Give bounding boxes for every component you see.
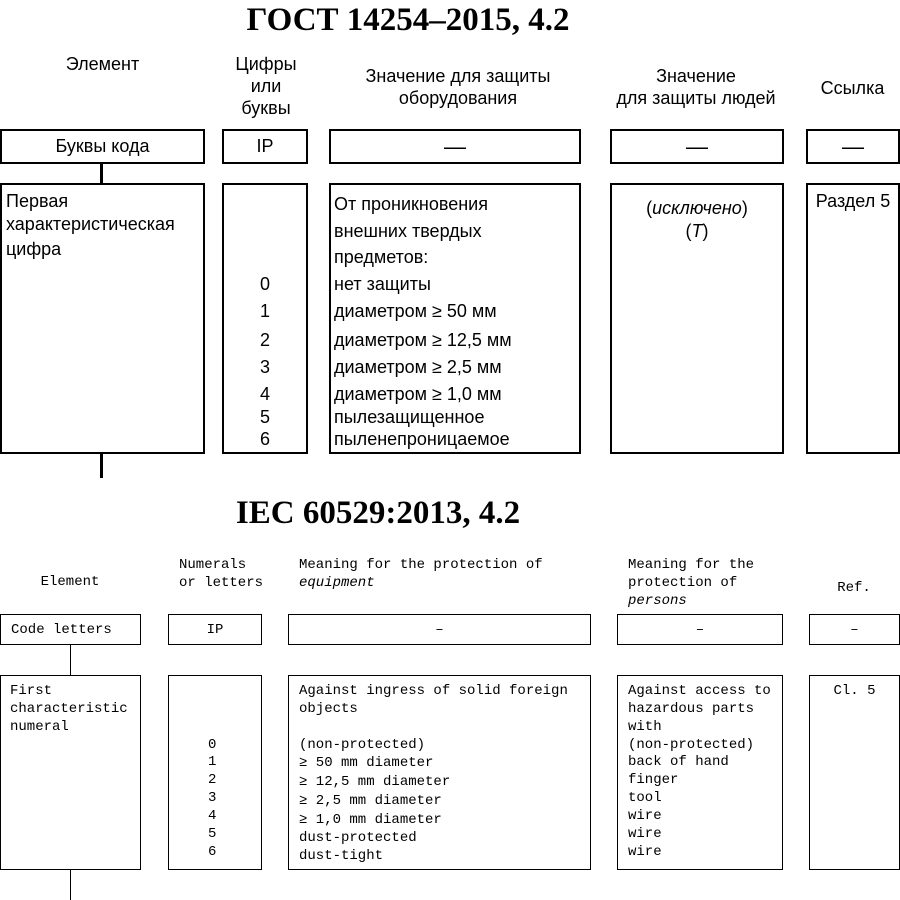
iec-header-element: Element [40,574,100,590]
gost-first-label-1: Первая [6,191,69,211]
iec-header-ref: Ref. [837,580,871,596]
iec-equipment-intro-2: objects [299,701,358,717]
gost-first-label-2: характеристическая [6,214,175,234]
gost-equipment-1: диаметром ≥ 50 мм [334,301,497,321]
gost-numeral-2: 2 [259,330,270,350]
iec-code-equipment-dash: – [435,621,444,638]
iec-equipment-3: ≥ 2,5 mm diameter [299,793,442,809]
iec-code-label-box [0,614,141,645]
gost-equipment-3: диаметром ≥ 2,5 мм [334,357,502,377]
iec-header-numerals: Numerals or letters [179,557,264,591]
iec-persons-intro-2: hazardous parts [628,701,755,717]
iec-code-persons-dash: – [695,621,705,638]
iec-persons-intro-1: Against access to [628,683,771,699]
iec-equipment-2: ≥ 12,5 mm diameter [299,774,451,790]
gost-connector-top [100,164,103,184]
iec-header-equipment: Meaning for the protection of equipment [299,557,543,591]
iec-code-persons-box [617,614,783,645]
gost-first-label-3: цифра [6,239,62,259]
iec-first-label-3: numeral [10,719,69,735]
gost-equipment-0: нет защиты [334,274,431,294]
gost-code-label: Буквы кода [55,136,150,156]
iec-code-label: Code letters [11,621,112,638]
iec-equipment-5: dust-protected [299,830,417,846]
iec-first-ref-box [809,675,900,870]
iec-equipment-0: (non-protected) [299,737,426,753]
iec-persons-6: wire [628,844,662,860]
iec-numeral-2: 2 [208,772,217,788]
iec-numeral-1: 1 [208,754,217,770]
iec-numeral-5: 5 [208,826,217,842]
iec-persons-3: tool [628,790,662,806]
gost-header-element: Элемент [65,54,140,74]
iec-numeral-6: 6 [208,844,217,860]
gost-numeral-3: 3 [259,357,270,377]
gost-code-label-box [0,129,205,164]
iec-code-ref-box [809,614,900,645]
iec-persons-0: (non-protected) [628,737,755,753]
iec-numeral-3: 3 [208,790,217,806]
gost-equipment-2: диаметром ≥ 12,5 мм [334,330,512,350]
iec-persons-2: finger [628,772,679,788]
gost-numeral-0: 0 [259,274,270,294]
gost-code-ref-dash: — [842,133,864,159]
gost-equipment-intro-3: предметов: [334,247,429,267]
gost-numeral-1: 1 [259,301,270,321]
gost-numeral-4: 4 [259,384,270,404]
gost-persons-t: (T) [685,221,709,241]
gost-code-persons-dash: — [686,133,708,159]
gost-first-ref: Раздел 5 [815,191,891,211]
gost-code-equipment-box [329,129,581,164]
iec-code-equipment-box [288,614,591,645]
iec-code-value-box [168,614,262,645]
iec-numeral-4: 4 [208,808,217,824]
gost-equipment-4: диаметром ≥ 1,0 мм [334,384,502,404]
gost-header-persons: Значение для защиты людей [616,66,776,108]
iec-first-label-1: First [10,683,53,699]
gost-code-value: IP [256,136,274,156]
iec-title: IEC 60529:2013, 4.2 [235,495,521,531]
iec-header-persons: Meaning for the protection of persons [628,557,755,609]
iec-numeral-0: 0 [208,737,217,753]
gost-first-ref-box [806,183,900,454]
gost-equipment-5: пылезащищенное [334,407,485,427]
gost-header-ref: Ссылка [820,78,885,98]
gost-numeral-6: 6 [259,429,270,449]
gost-code-persons-box [610,129,784,164]
iec-equipment-1: ≥ 50 mm diameter [299,755,434,771]
iec-code-ref-dash: – [850,621,859,638]
gost-equipment-6: пыленепроницаемое [334,429,510,449]
iec-equipment-intro-1: Against ingress of solid foreign [299,683,568,699]
gost-code-value-box [222,129,308,164]
gost-header-equipment: Значение для защиты оборудования [365,66,551,108]
iec-equipment-4: ≥ 1,0 mm diameter [299,812,442,828]
iec-connector-bottom [70,870,71,900]
iec-connector-top [70,645,71,675]
iec-equipment-6: dust-tight [299,848,384,864]
gost-persons-excluded: (исключено) [646,198,748,218]
gost-code-ref-box [806,129,900,164]
gost-equipment-intro-1: От проникновения [334,194,488,214]
gost-header-numerals: Цифры или буквы [235,54,297,118]
iec-persons-1: back of hand [628,754,729,770]
iec-code-value: IP [206,621,224,638]
gost-numeral-5: 5 [259,407,270,427]
gost-equipment-intro-2: внешних твердых [334,221,482,241]
iec-first-ref: Cl. 5 [833,683,876,699]
gost-title: ГОСТ 14254–2015, 4.2 [246,2,570,38]
gost-connector-bottom [100,453,103,478]
gost-code-equipment-dash: — [444,133,466,159]
iec-first-label-2: characteristic [10,701,128,717]
iec-persons-intro-3: with [628,719,662,735]
iec-persons-5: wire [628,826,662,842]
iec-persons-4: wire [628,808,662,824]
